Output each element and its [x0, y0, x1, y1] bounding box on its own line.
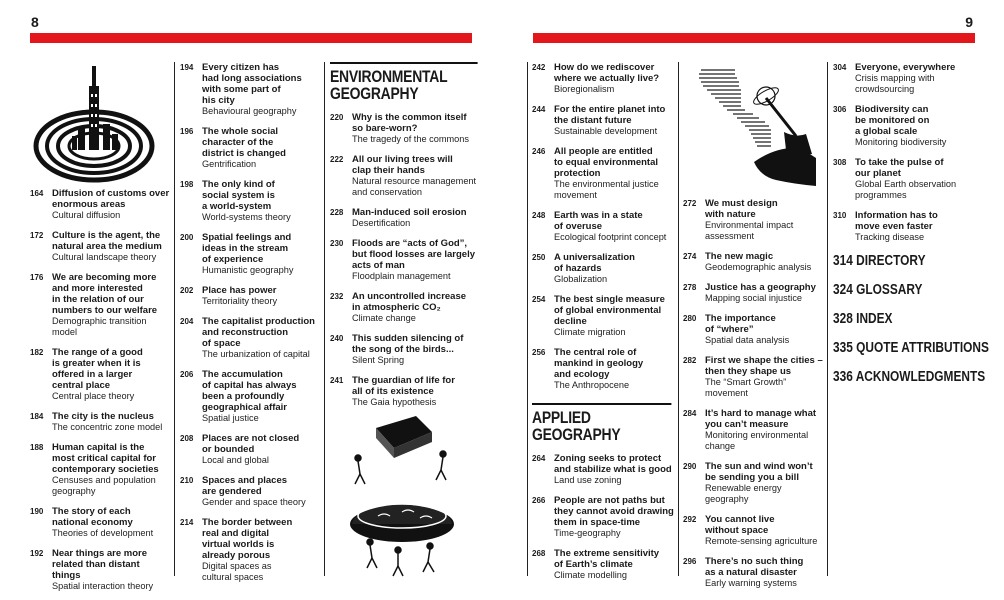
entry-body — [352, 154, 480, 198]
entry-page-number: 202 — [180, 286, 194, 295]
contents-entry — [683, 282, 825, 304]
entry-subtitle: Digital spaces as cultural spaces — [202, 561, 272, 582]
entry-page-number: 204 — [180, 317, 194, 326]
entry-subtitle: Climate change — [352, 313, 416, 323]
entry-subtitle: Gentrification — [202, 159, 257, 169]
contents-entry — [330, 238, 480, 282]
entry-title: Floods are “acts of God”, but flood losses are largely acts of man — [352, 238, 476, 271]
entry-body — [554, 495, 677, 539]
contents-entry — [180, 475, 320, 508]
contents-entry — [532, 104, 677, 137]
entry-page-number: 272 — [683, 199, 697, 208]
entry-body — [855, 62, 983, 95]
entry-subtitle: Land use zoning — [554, 475, 622, 485]
entry-body — [554, 210, 677, 243]
column-divider — [174, 62, 175, 576]
contents-entry — [30, 188, 170, 221]
entry-page-number: 278 — [683, 283, 697, 292]
entry-page-number: 200 — [180, 233, 194, 242]
entry-page-number: 241 — [330, 376, 344, 385]
entry-body — [554, 294, 677, 338]
entry-page-number: 306 — [833, 105, 847, 114]
contents-entry — [532, 548, 677, 581]
entry-page-number: 228 — [330, 208, 344, 217]
entry-subtitle: Sustainable development — [554, 126, 658, 136]
entry-subtitle: Gender and space theory — [202, 497, 306, 507]
contents-entry — [532, 495, 677, 539]
entry-page-number: 190 — [30, 507, 44, 516]
entry-body — [52, 230, 170, 263]
contents-entry — [532, 453, 677, 486]
entry-body — [705, 514, 825, 547]
entry-subtitle: Demographic transition model — [52, 316, 147, 337]
entry-subtitle: Spatial justice — [202, 413, 259, 423]
entry-subtitle: Climate migration — [554, 327, 626, 337]
entry-body — [705, 461, 825, 505]
entry-body — [705, 282, 825, 304]
entry-title: For the entire planet into the distant future — [554, 104, 666, 126]
entry-page-number: 188 — [30, 443, 44, 452]
column-divider — [678, 62, 679, 576]
contents-entry — [180, 285, 320, 307]
entry-page-number: 176 — [30, 273, 44, 282]
contents-column-6 — [833, 62, 989, 398]
entry-page-number: 220 — [330, 113, 344, 122]
entry-title: The only kind of social system is a world-system — [202, 179, 275, 212]
city-tower-illustration-icon — [32, 64, 156, 184]
entry-title: How do we rediscover where we actually live? — [554, 62, 660, 84]
header-bar-right — [533, 33, 975, 43]
contents-entry — [30, 230, 170, 263]
entry-title: We must design with nature — [705, 198, 778, 220]
entry-title: The city is the nucleus — [52, 411, 154, 422]
entry-page-number: 242 — [532, 63, 546, 72]
entry-page-number: 198 — [180, 180, 194, 189]
entry-title: The whole social character of the district is changed — [202, 126, 286, 159]
entry-title: The sun and wind won’t be sending you a bill — [705, 461, 813, 483]
entry-subtitle: Early warning systems — [705, 578, 797, 588]
entry-title: You cannot live without space — [705, 514, 775, 536]
contents-entry — [180, 232, 320, 276]
entry-subtitle: Territoriality theory — [202, 296, 278, 306]
entry-page-number: 222 — [330, 155, 344, 164]
entry-title: The border between real and digital virtual worlds is already porous — [202, 517, 293, 561]
entry-subtitle: Ecological footprint concept — [554, 232, 667, 242]
entry-title: The central role of mankind in geology and ecology — [554, 347, 644, 380]
entry-body — [705, 198, 825, 242]
entry-title: To take the pulse of our planet — [855, 157, 944, 179]
entry-subtitle: Local and global — [202, 455, 269, 465]
entry-title: Place has power — [202, 285, 277, 296]
entry-title: The importance of “where” — [705, 313, 776, 335]
entry-subtitle: Cultural landscape theory — [52, 252, 157, 262]
contents-entry — [30, 272, 170, 338]
contents-entry — [330, 333, 480, 366]
entry-page-number: 194 — [180, 63, 194, 72]
entry-page-number: 240 — [330, 334, 344, 343]
entry-title: An uncontrolled increase in atmospheric CO₂ — [352, 291, 467, 313]
entry-page-number: 196 — [180, 127, 194, 136]
entry-subtitle: Monitoring biodiversity — [855, 137, 947, 147]
section-heading-applied: APPLIED GEOGRAPHY — [532, 403, 671, 443]
entry-subtitle: Spatial data analysis — [705, 335, 790, 345]
entry-title: Man-induced soil erosion — [352, 207, 467, 218]
entry-body — [202, 369, 320, 424]
entry-body — [52, 272, 170, 338]
entry-page-number: 282 — [683, 356, 697, 365]
contents-entry — [330, 375, 480, 408]
entry-title: People are not paths but they cannot avoid drawing them in space-time — [554, 495, 674, 528]
contents-entry — [532, 62, 677, 95]
entry-subtitle: Renewable energy geography — [705, 483, 782, 504]
entry-body — [352, 375, 480, 408]
entry-title: The accumulation of capital has always been a profoundly geographical affair — [202, 369, 297, 413]
entry-page-number: 290 — [683, 462, 697, 471]
contents-entry — [180, 126, 320, 170]
entry-body — [352, 207, 480, 229]
contents-entry — [30, 442, 170, 497]
entry-page-number: 284 — [683, 409, 697, 418]
entry-subtitle: Globalization — [554, 274, 608, 284]
entry-page-number: 308 — [833, 158, 847, 167]
entry-subtitle: The “Smart Growth” movement — [705, 377, 787, 398]
contents-entry — [683, 461, 825, 505]
entry-title: The new magic — [705, 251, 774, 262]
entry-body — [554, 104, 677, 137]
entry-page-number: 250 — [532, 253, 546, 262]
entry-subtitle: Geodemographic analysis — [705, 262, 812, 272]
contents-entry — [330, 207, 480, 229]
contents-entry — [532, 210, 677, 243]
entry-body — [705, 408, 825, 452]
entry-page-number: 172 — [30, 231, 44, 240]
column-divider — [324, 62, 325, 576]
contents-entry — [532, 146, 677, 201]
entry-title: Culture is the agent, the natural area the medium — [52, 230, 162, 252]
contents-entry — [180, 316, 320, 360]
entry-page-number: 274 — [683, 252, 697, 261]
entry-title: Human capital is the most critical capital for contemporary societies — [52, 442, 159, 475]
entry-title: Earth was in a state of overuse — [554, 210, 643, 232]
entry-page-number: 244 — [532, 105, 546, 114]
entry-page-number: 182 — [30, 348, 44, 357]
entry-title: Information has to move even faster — [855, 210, 938, 232]
entry-title: It’s hard to manage what you can’t measure — [705, 408, 817, 430]
entry-subtitle: Remote-sensing agriculture — [705, 536, 818, 546]
entry-subtitle: The urbanization of capital — [202, 349, 310, 359]
entry-subtitle: Desertification — [352, 218, 411, 228]
entry-title: A universalization of hazards — [554, 252, 635, 274]
entry-subtitle: Bioregionalism — [554, 84, 615, 94]
back-matter-item: 335 QUOTE ATTRIBUTIONS — [833, 340, 989, 356]
entry-body — [52, 411, 170, 433]
contents-entry — [683, 514, 825, 547]
pie-illustration-icon — [338, 412, 468, 582]
entry-body — [202, 475, 320, 508]
contents-entry — [683, 251, 825, 273]
entry-page-number: 246 — [532, 147, 546, 156]
entry-subtitle: Tracking disease — [855, 232, 925, 242]
entry-subtitle: Natural resource management and conservation — [352, 176, 477, 197]
entry-subtitle: Time-geography — [554, 528, 621, 538]
back-matter-item: 336 ACKNOWLEDGMENTS — [833, 369, 986, 385]
entry-page-number: 254 — [532, 295, 546, 304]
entry-subtitle: Floodplain management — [352, 271, 451, 281]
column-divider — [827, 62, 828, 576]
page-number-left: 8 — [31, 14, 39, 30]
entry-page-number: 280 — [683, 314, 697, 323]
entry-title: Spatial feelings and ideas in the stream of experience — [202, 232, 292, 265]
contents-entry — [683, 408, 825, 452]
entry-body — [202, 316, 320, 360]
contents-entry — [180, 517, 320, 583]
entry-page-number: 248 — [532, 211, 546, 220]
entry-body — [554, 453, 677, 486]
entry-body — [202, 179, 320, 223]
entry-page-number: 214 — [180, 518, 194, 527]
entry-title: Justice has a geography — [705, 282, 816, 293]
contents-column-3 — [330, 62, 480, 417]
contents-entry — [180, 433, 320, 466]
entry-subtitle: The environmental justice movement — [554, 179, 659, 200]
contents-entry — [833, 157, 983, 201]
entry-body — [52, 188, 170, 221]
entry-body — [705, 556, 825, 589]
entry-body — [202, 285, 320, 307]
contents-entry — [30, 347, 170, 402]
contents-entry — [833, 210, 983, 243]
column-divider — [527, 62, 528, 576]
entry-title: Near things are more related than distant things — [52, 548, 148, 581]
entry-title: Places are not closed or bounded — [202, 433, 300, 455]
contents-entry — [330, 112, 480, 145]
contents-entry — [683, 198, 825, 242]
entry-body — [554, 548, 677, 581]
entry-body — [202, 433, 320, 466]
entry-title: We are becoming more and more interested in the relation of our numbers to our welfare — [52, 272, 158, 316]
contents-entry — [532, 294, 677, 338]
entry-title: The story of each national economy — [52, 506, 133, 528]
entry-title: Every citizen has had long associations with some part of his city — [202, 62, 302, 106]
entry-body — [352, 112, 480, 145]
entry-body — [52, 548, 170, 592]
entry-subtitle: The Gaia hypothesis — [352, 397, 437, 407]
entry-body — [554, 347, 677, 391]
entry-body — [202, 232, 320, 276]
entry-title: The range of a good is greater when it is offered in a larger central place — [52, 347, 143, 391]
entry-title: This sudden silencing of the song of the birds... — [352, 333, 464, 355]
entry-body — [202, 517, 320, 583]
entry-page-number: 232 — [330, 292, 344, 301]
entry-subtitle: Cultural diffusion — [52, 210, 121, 220]
entry-subtitle: World-systems theory — [202, 212, 291, 222]
entry-page-number: 184 — [30, 412, 44, 421]
entry-body — [52, 442, 170, 497]
entry-body — [705, 355, 825, 399]
entry-body — [202, 126, 320, 170]
entry-subtitle: The tragedy of the commons — [352, 134, 469, 144]
contents-entry — [532, 252, 677, 285]
entry-body — [855, 104, 983, 148]
entry-title: First we shape the cities – then they shape us — [705, 355, 823, 377]
entry-page-number: 164 — [30, 189, 44, 198]
entry-page-number: 192 — [30, 549, 44, 558]
entry-title: All people are entitled to equal environmental protection — [554, 146, 658, 179]
entry-title: Why is the common itself so bare-worn? — [352, 112, 467, 134]
contents-column-2 — [180, 62, 320, 592]
entry-page-number: 256 — [532, 348, 546, 357]
entry-title: The capitalist production and reconstruction of space — [202, 316, 315, 349]
entry-body — [202, 62, 320, 117]
back-matter-item: 314 DIRECTORY — [833, 253, 926, 269]
entry-body — [705, 313, 825, 346]
entry-page-number: 264 — [532, 454, 546, 463]
entry-subtitle: Central place theory — [52, 391, 135, 401]
entry-title: Everyone, everywhere — [855, 62, 956, 73]
entry-body — [554, 146, 677, 201]
entry-subtitle: Censuses and population geography — [52, 475, 156, 496]
entry-body — [554, 62, 677, 95]
entry-subtitle: Theories of development — [52, 528, 154, 538]
contents-entry — [683, 556, 825, 589]
entry-body — [352, 238, 480, 282]
entry-page-number: 206 — [180, 370, 194, 379]
contents-entry — [330, 154, 480, 198]
entry-subtitle: Crisis mapping with crowdsourcing — [855, 73, 935, 94]
contents-entry — [180, 179, 320, 223]
entry-title: Spaces and places are gendered — [202, 475, 288, 497]
contents-entry — [833, 62, 983, 95]
page-number-right: 9 — [965, 14, 973, 30]
contents-column-4 — [532, 62, 677, 590]
entry-body — [352, 333, 480, 366]
entry-subtitle: Monitoring environmental change — [705, 430, 809, 451]
entry-page-number: 268 — [532, 549, 546, 558]
section-heading-environmental: ENVIRONMENTAL GEOGRAPHY — [330, 62, 478, 102]
entry-title: Zoning seeks to protect and stabilize what is good — [554, 453, 672, 475]
entry-title: The extreme sensitivity of Earth’s climate — [554, 548, 660, 570]
back-matter-item: 328 INDEX — [833, 311, 893, 327]
entry-page-number: 296 — [683, 557, 697, 566]
entry-page-number: 230 — [330, 239, 344, 248]
entry-title: Biodiversity can be monitored on a global scale — [855, 104, 930, 137]
entry-page-number: 266 — [532, 496, 546, 505]
contents-entry — [180, 62, 320, 117]
back-matter-item: 324 GLOSSARY — [833, 282, 923, 298]
globe-hand-illustration-icon — [684, 62, 824, 192]
entry-title: The guardian of life for all of its existence — [352, 375, 455, 397]
entry-body — [52, 506, 170, 539]
contents-entry — [683, 313, 825, 346]
entry-title: Diffusion of customs over enormous areas — [52, 188, 170, 210]
entry-body — [52, 347, 170, 402]
entry-subtitle: The concentric zone model — [52, 422, 163, 432]
entry-title: All our living trees will clap their hands — [352, 154, 453, 176]
entry-page-number: 310 — [833, 211, 847, 220]
entry-subtitle: Humanistic geography — [202, 265, 294, 275]
contents-entry — [30, 411, 170, 433]
entry-subtitle: Global Earth observation programmes — [855, 179, 957, 200]
entry-subtitle: Spatial interaction theory — [52, 581, 154, 591]
contents-entry — [833, 104, 983, 148]
entry-body — [855, 157, 983, 201]
entry-body — [855, 210, 983, 243]
header-bar-left — [30, 33, 472, 43]
entry-page-number: 208 — [180, 434, 194, 443]
contents-column-5 — [683, 198, 825, 598]
entry-body — [554, 252, 677, 285]
entry-page-number: 304 — [833, 63, 847, 72]
entry-subtitle: Climate modelling — [554, 570, 628, 580]
entry-body — [352, 291, 480, 324]
contents-column-1 — [30, 188, 170, 600]
contents-entry — [30, 506, 170, 539]
contents-entry — [180, 369, 320, 424]
contents-entry — [330, 291, 480, 324]
entry-title: The best single measure of global environmental decline — [554, 294, 665, 327]
entry-page-number: 210 — [180, 476, 194, 485]
contents-entry — [683, 355, 825, 399]
entry-subtitle: Silent Spring — [352, 355, 405, 365]
entry-page-number: 292 — [683, 515, 697, 524]
entry-subtitle: The Anthropocene — [554, 380, 630, 390]
contents-entry — [532, 347, 677, 391]
contents-entry — [30, 548, 170, 592]
entry-subtitle: Behavioural geography — [202, 106, 297, 116]
entry-body — [705, 251, 825, 273]
entry-title: There’s no such thing as a natural disaster — [705, 556, 804, 578]
entry-subtitle: Environmental impact assessment — [705, 220, 794, 241]
entry-subtitle: Mapping social injustice — [705, 293, 803, 303]
